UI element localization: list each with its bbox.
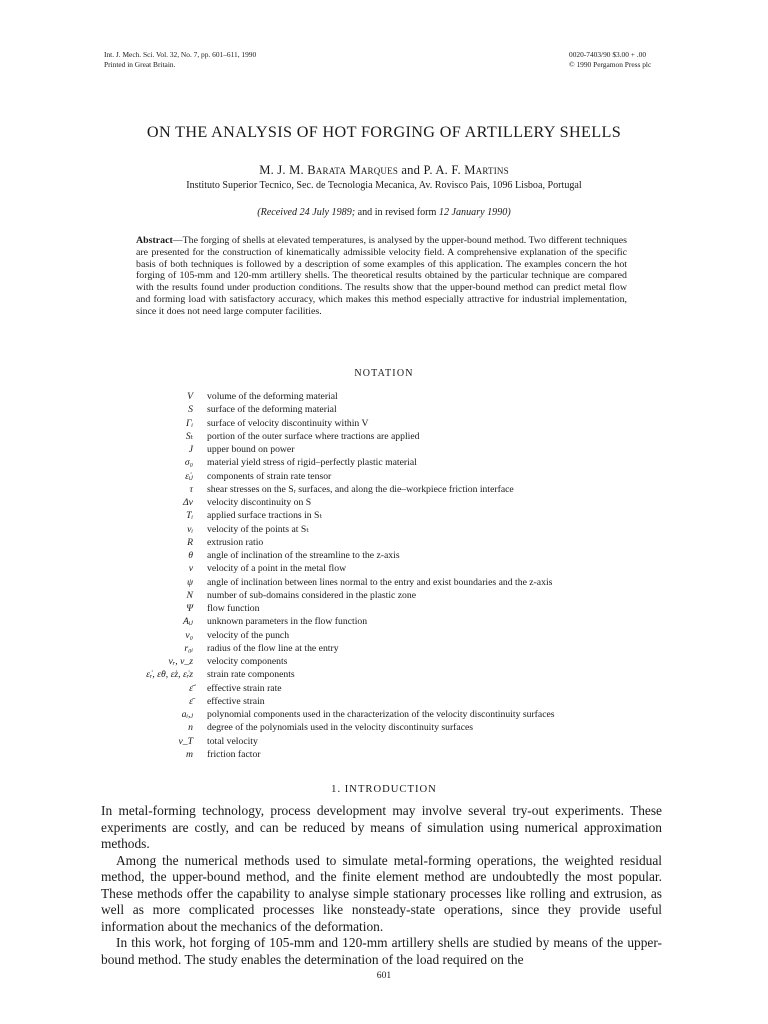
notation-description: volume of the deforming material xyxy=(207,391,338,403)
author-connector: and xyxy=(398,163,424,177)
notation-symbol: m xyxy=(186,748,193,760)
notation-row xyxy=(100,615,700,628)
notation-description: effective strain rate xyxy=(207,682,282,694)
intro-paragraph-1: In metal-forming technology, process development may involve several try-out experiments. These experiments are costly, and can be reduced by means of simulation using numerical approximation methods. xyxy=(101,803,662,851)
author2-initials: P. A. F. xyxy=(423,163,465,177)
journal-header xyxy=(104,50,256,70)
notation-description: shear stresses on the Sᵣ surfaces, and along the die–workpiece friction interface xyxy=(207,483,514,495)
author1-surname: Barata Marques xyxy=(307,163,399,177)
notation-description: unknown parameters in the flow function xyxy=(207,616,368,628)
introduction-heading: 1. INTRODUCTION xyxy=(331,784,437,795)
notation-symbol: ε̄ xyxy=(189,695,193,707)
notation-description: surface of the deforming material xyxy=(207,404,337,416)
notation-row xyxy=(100,748,700,761)
print-location: Printed in Great Britain. xyxy=(104,60,176,69)
notation-symbol: ε̇ᵢⱼ xyxy=(185,470,193,482)
notation-symbol: Γᵢ xyxy=(185,417,193,429)
introduction-body xyxy=(101,803,662,968)
copyright-header xyxy=(569,50,651,70)
notation-symbol: Sₜ xyxy=(185,430,193,442)
notation-row xyxy=(100,523,700,536)
abstract-label: Abstract xyxy=(136,235,173,246)
notation-symbol: S xyxy=(188,404,193,416)
notation-row xyxy=(100,417,700,430)
notation-description: radius of the flow line at the entry xyxy=(207,642,339,654)
notation-description: velocity of the punch xyxy=(207,629,290,641)
notation-symbol: vᵣ, v_z xyxy=(168,656,193,668)
notation-row xyxy=(100,721,700,734)
notation-symbol: v xyxy=(188,563,193,575)
notation-list xyxy=(100,390,700,761)
notation-row xyxy=(100,496,700,509)
notation-row xyxy=(100,682,700,695)
notation-row xyxy=(100,589,700,602)
notation-symbol: θ xyxy=(188,550,193,562)
notation-heading: NOTATION xyxy=(354,368,414,379)
notation-row xyxy=(100,536,700,549)
notation-row xyxy=(100,629,700,642)
notation-row xyxy=(100,735,700,748)
notation-description: effective strain xyxy=(207,695,265,707)
notation-row xyxy=(100,668,700,681)
notation-symbol: ε̇ᵣ, ε̇θ, ε̇z, ε̇ᵣz xyxy=(146,669,193,681)
notation-description: velocity components xyxy=(207,656,288,668)
notation-symbol: v₀ xyxy=(185,629,193,641)
author2-surname: Martins xyxy=(464,163,509,177)
notation-symbol: σ₀ xyxy=(184,457,193,469)
notation-row xyxy=(100,456,700,469)
notation-row xyxy=(100,390,700,403)
notation-description: number of sub-domains considered in the plastic zone xyxy=(207,589,417,601)
notation-symbol: R xyxy=(187,536,193,548)
notation-row xyxy=(100,602,700,615)
notation-symbol: ψ xyxy=(186,576,193,588)
notation-symbol: J xyxy=(188,444,193,456)
intro-paragraph-2: Among the numerical methods used to simulate metal-forming operations, the weighted residual method, the upper-bound method, and the finite element method are undoubtedly the most popular. These methods offer the capability to analyse simple stationary processes like rolling and extrusion, as well as more complicated processes like nonsteady-state operations, since they provide useful information about the mechanics of the deformation. xyxy=(101,852,662,934)
notation-row xyxy=(100,549,700,562)
notation-description: strain rate components xyxy=(207,669,295,681)
notation-description: extrusion ratio xyxy=(207,536,264,548)
notation-symbol: τ xyxy=(189,483,193,495)
notation-row xyxy=(100,509,700,522)
page-number: 601 xyxy=(376,970,392,981)
notation-row xyxy=(100,403,700,416)
notation-description: velocity discontinuity on S xyxy=(207,497,312,509)
notation-row xyxy=(100,576,700,589)
notation-row xyxy=(100,430,700,443)
notation-symbol: n xyxy=(188,722,193,734)
notation-row xyxy=(100,695,700,708)
notation-row xyxy=(100,708,700,721)
abstract xyxy=(136,235,627,317)
notation-description: friction factor xyxy=(207,748,261,760)
notation-row xyxy=(100,470,700,483)
notation-description: applied surface tractions in Sₜ xyxy=(207,510,322,522)
received-and: and in revised form xyxy=(357,207,437,218)
notation-description: velocity of a point in the metal flow xyxy=(207,563,347,575)
notation-description: total velocity xyxy=(207,735,258,747)
received-open: (Received 24 July 1989; xyxy=(257,207,358,218)
notation-row xyxy=(100,655,700,668)
author-line xyxy=(0,163,768,178)
notation-description: material yield stress of rigid–perfectly plastic material xyxy=(207,457,417,469)
notation-symbol: Aᵢⱼ xyxy=(182,616,193,628)
notation-description: degree of the polynomials used in the velocity discontinuity surfaces xyxy=(207,722,474,734)
received-dates xyxy=(0,207,768,218)
notation-symbol: N xyxy=(186,589,193,601)
notation-row xyxy=(100,642,700,655)
notation-description: flow function xyxy=(207,603,260,615)
notation-symbol: V xyxy=(187,391,193,403)
notation-symbol: aᵢ,ⱼ xyxy=(181,709,193,721)
journal-citation: Int. J. Mech. Sci. Vol. 32, No. 7, pp. 601–611, 1990 xyxy=(104,50,257,59)
affiliation: Instituto Superior Tecnico, Sec. de Tecnologia Mecanica, Av. Rovisco Pais, 1096 Lisboa, Portugal xyxy=(186,180,582,191)
notation-symbol: v_T xyxy=(178,735,193,747)
notation-description: angle of inclination between lines normal to the entry and exist boundaries and the z-axis xyxy=(207,576,553,588)
received-close: 12 January 1990) xyxy=(436,207,511,218)
notation-description: portion of the outer surface where tractions are applied xyxy=(207,430,420,442)
abstract-text: —The forging of shells at elevated temperatures, is analysed by the upper-bound method. Two different techniques are presented for the construction of kinematically admissible velocity field. A comprehensive explanation of the specific basis of both techniques is followed by a description of some examples of this application. The examples concern the hot forging of 105-mm and 120-mm artillery shells. The theoretical results obtained by the particular technique are compared with the results found under production conditions. The results show that the upper-bound method can predict metal flow and forming load with satisfactory accuracy, which makes this method especially attractive for industrial implementation, since it does not need large computer facilities. xyxy=(136,235,627,317)
notation-symbol: Δv xyxy=(183,497,193,509)
notation-symbol: Tᵢ xyxy=(186,510,193,522)
notation-description: components of strain rate tensor xyxy=(207,470,332,482)
author1-initials: M. J. M. xyxy=(259,163,308,177)
notation-description: velocity of the points at Sₜ xyxy=(207,523,309,535)
notation-symbol: Ψ xyxy=(186,603,193,615)
notation-description: polynomial components used in the characterization of the velocity discontinuity surfaces xyxy=(207,709,555,721)
intro-paragraph-3: In this work, hot forging of 105-mm and 120-mm artillery shells are studied by means of the upper-bound method. The study enables the determination of the load required on the xyxy=(101,935,662,967)
copyright-notice: © 1990 Pergamon Press plc xyxy=(569,60,652,69)
notation-description: surface of velocity discontinuity within V xyxy=(207,417,369,429)
notation-row xyxy=(100,562,700,575)
paper-title: ON THE ANALYSIS OF HOT FORGING OF ARTILLERY SHELLS xyxy=(146,123,622,141)
notation-row xyxy=(100,483,700,496)
notation-description: angle of inclination of the streamline to the z-axis xyxy=(207,550,400,562)
notation-symbol: ε̄̇ xyxy=(189,682,193,694)
notation-symbol: vᵢ xyxy=(187,523,193,535)
notation-row xyxy=(100,443,700,456)
notation-description: upper bound on power xyxy=(207,444,295,456)
issn-price: 0020-7403/90 $3.00 + .00 xyxy=(569,50,647,59)
notation-symbol: r₀ᵢ xyxy=(184,642,193,654)
